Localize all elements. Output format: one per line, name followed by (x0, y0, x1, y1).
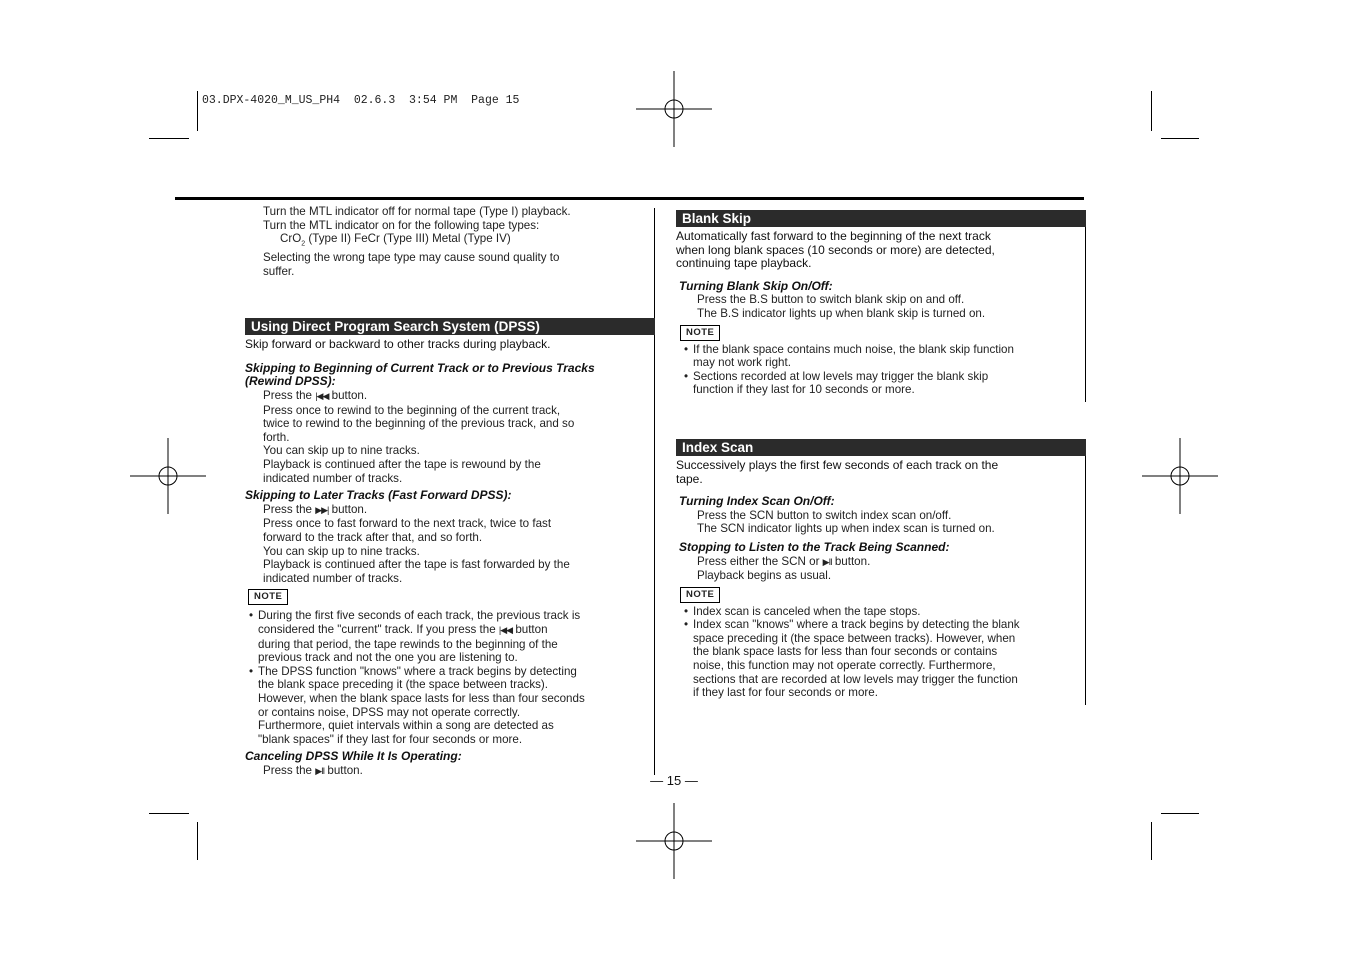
subhead-stopping: Stopping to Listen to the Track Being Scanned: (679, 539, 950, 554)
blank-intro-line: when long blank spaces (10 seconds or more) are detected, (676, 242, 995, 257)
tape-types-line: CrO$_2$ (Type II) FeCr (Type III) Metal (Type IV) (280, 232, 511, 248)
fast-forward-icon: ▶▶| (315, 504, 329, 515)
intro-line: Selecting the wrong tape type may cause sound quality to (263, 251, 560, 265)
body-line: Playback is continued after the tape is fast forwarded by the (263, 558, 570, 572)
note-bullet: • If the blank space contains much noise, the blank skip function may not work right. (684, 342, 1014, 370)
section-header-dpss: Using Direct Program Search System (DPSS) (245, 318, 655, 335)
note-badge: NOTE (680, 587, 720, 603)
press-line: Press the |◀◀ button. (263, 389, 368, 403)
note-bullet: • The DPSS function "knows" where a track begins by detecting the blank space preceding it (the space between tracks). However, when the blank space lasts for less than four seconds or contains noise, DPSS may not operate correctly. Furthermore, quiet intervals within a song are detected as "blank spaces" if they last for four seconds or more. (249, 664, 585, 746)
left-column (245, 205, 655, 779)
print-slug: 03.DPX-4020_M_US_PH4 02.6.3 3:54 PM Page 15 (202, 94, 520, 107)
body-line: Press the SCN button to switch index scan on/off. (697, 508, 952, 522)
intro-line: suffer. (263, 264, 295, 278)
registration-mark-icon (1142, 438, 1218, 514)
subhead-rewind: (Rewind DPSS): (245, 374, 336, 389)
dpss-intro: Skip forward or backward to other tracks during playback. (245, 337, 551, 352)
crop-mark (1161, 138, 1199, 139)
intro-line: Turn the MTL indicator off for normal tape (Type I) playback. (263, 205, 571, 218)
page-number: — 15 — (650, 773, 698, 788)
crop-mark (1151, 822, 1152, 860)
subhead-blank-skip: Turning Blank Skip On/Off: (679, 278, 833, 293)
press-line: Press either the SCN or ▶II button. (697, 554, 871, 568)
index-intro-line: tape. (676, 471, 703, 486)
top-rule (175, 197, 1084, 200)
note-badge: NOTE (248, 589, 288, 605)
registration-mark-icon (130, 438, 206, 514)
crop-mark (197, 91, 198, 131)
body-line: Press once to rewind to the beginning of the current track, (263, 403, 561, 417)
body-line: Playback is continued after the tape is rewound by the (263, 458, 541, 472)
subhead-rewind: Skipping to Beginning of Current Track or to Previous Tracks (245, 360, 595, 375)
body-line: Press the B.S button to switch blank skip on and off. (697, 293, 965, 307)
press-line: Press the ▶▶| button. (263, 502, 368, 516)
crop-mark (1151, 91, 1152, 131)
body-line: You can skip up to nine tracks. (263, 444, 420, 458)
body-line: The SCN indicator lights up when index scan is turned on. (697, 522, 995, 536)
body-line: forth. (263, 430, 290, 444)
subhead-index-scan: Turning Index Scan On/Off: (679, 494, 835, 509)
subhead-cancel: Canceling DPSS While It Is Operating: (245, 749, 462, 764)
blank-intro-line: continuing tape playback. (676, 256, 812, 271)
press-line: Press the ▶II button. (263, 763, 363, 777)
crop-mark (1161, 813, 1199, 814)
intro-line: Turn the MTL indicator on for the following tape types: (263, 218, 540, 232)
crop-mark (149, 813, 189, 814)
body-line: twice to rewind to the beginning of the previous track, and so (263, 417, 575, 431)
subhead-ff: Skipping to Later Tracks (Fast Forward DPSS): (245, 488, 512, 503)
note-bullet: • Index scan is canceled when the tape stops. (684, 604, 921, 618)
body-line: indicated number of tracks. (263, 471, 403, 485)
note-badge: NOTE (680, 325, 720, 341)
registration-mark-icon (636, 803, 712, 879)
rewind-icon: |◀◀ (315, 391, 329, 402)
registration-mark-icon (636, 71, 712, 147)
body-line: indicated number of tracks. (263, 571, 403, 585)
section-header-index-scan: Index Scan (676, 439, 1086, 456)
body-line: Press once to fast forward to the next track, twice to fast (263, 517, 552, 531)
note-bullet: • Sections recorded at low levels may trigger the blank skip function if they last for 10 seconds or more. (684, 369, 989, 397)
play-pause-icon: ▶II (315, 765, 325, 776)
body-line: forward to the track after that, and so forth. (263, 531, 483, 544)
right-column (676, 210, 1086, 700)
section-header-blank-skip: Blank Skip (676, 210, 1086, 227)
crop-mark (197, 822, 198, 860)
play-pause-icon: ▶II (822, 556, 832, 567)
body-line: You can skip up to nine tracks. (263, 544, 420, 558)
note-bullet: • Index scan "knows" where a track begins by detecting the blank space preceding it (the space between tracks). However, when the blank space lasts for less than four seconds or contains noise, this function may not operate correctly. Furthermore, sections that are recorded at low levels may trigger the function if they last for four seconds or more. (684, 618, 1020, 700)
note-bullet: • During the first five seconds of each track, the previous track is considered the "current" track. If you press the |◀◀ button during that period, the tape rewinds to the beginning of the previous track and not the one you are listening to. (249, 609, 581, 665)
body-line: The B.S indicator lights up when blank skip is turned on. (697, 306, 986, 320)
body-line: Playback begins as usual. (697, 569, 832, 583)
blank-intro-line: Automatically fast forward to the beginning of the next track (676, 229, 991, 243)
rewind-icon: |◀◀ (498, 624, 513, 635)
index-intro-line: Successively plays the first few seconds of each track on the (676, 457, 999, 472)
crop-mark (149, 138, 189, 139)
